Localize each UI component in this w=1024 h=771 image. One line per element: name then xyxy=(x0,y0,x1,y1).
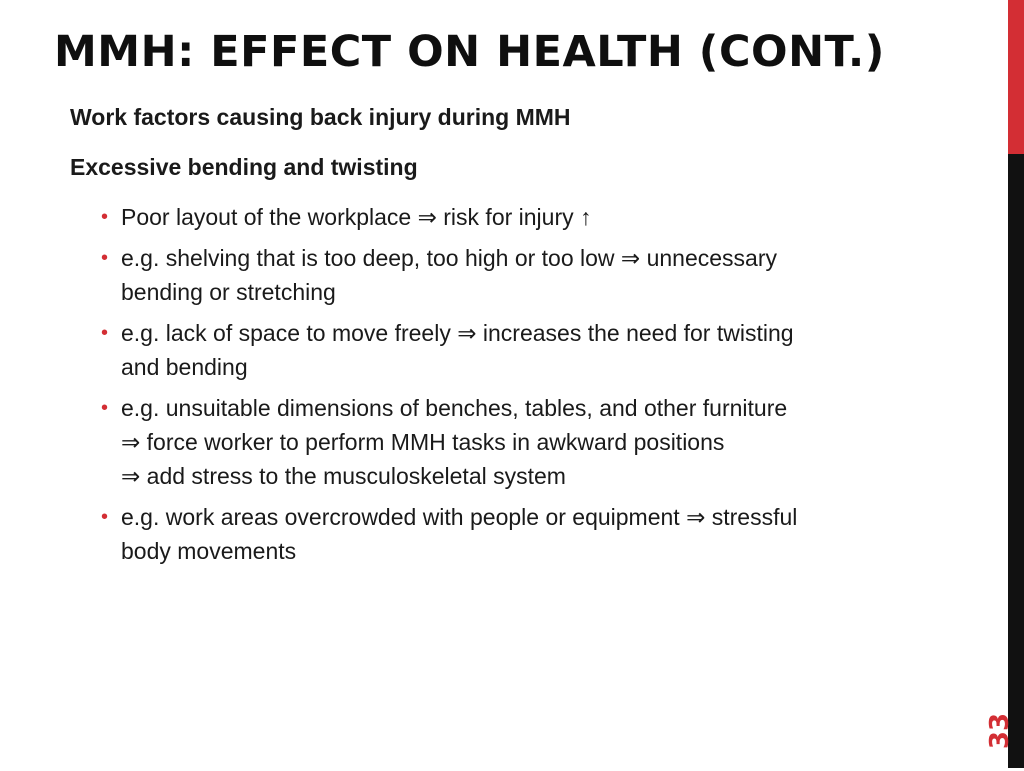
bullet-line: bending or stretching xyxy=(121,279,336,305)
section-subheading: Excessive bending and twisting xyxy=(70,154,418,180)
bullet-line: • e.g. shelving that is too deep, too high or too low ⇒ unnecessary xyxy=(121,245,778,271)
section-heading: Work factors causing back injury during MMH xyxy=(70,104,571,130)
bullet-line: ⇒ add stress to the musculoskeletal system xyxy=(121,463,566,489)
bullet-item xyxy=(100,500,980,568)
bullet-line: ⇒ force worker to perform MMH tasks in awkward positions xyxy=(121,429,725,455)
bullet-line: • e.g. work areas overcrowded with people or equipment ⇒ stressful xyxy=(121,504,798,530)
bullet-list xyxy=(100,200,980,575)
sidebar-dark-bar xyxy=(1008,154,1024,768)
bullet-item xyxy=(100,200,980,234)
slide-title: MMH: EFFECT ON HEALTH (CONT.) xyxy=(54,27,885,77)
page-number: 33 xyxy=(985,712,1015,750)
bullet-line: body movements xyxy=(121,538,297,564)
bullet-item xyxy=(100,391,980,493)
bullet-line: and bending xyxy=(121,354,248,380)
bullet-item xyxy=(100,316,980,384)
bullet-line: • e.g. lack of space to move freely ⇒ increases the need for twisting xyxy=(121,320,794,346)
bullet-line: • Poor layout of the workplace ⇒ risk for injury ↑ xyxy=(121,204,592,230)
bullet-line: • e.g. unsuitable dimensions of benches, tables, and other furniture xyxy=(121,395,788,421)
bullet-item xyxy=(100,241,980,309)
sidebar-accent-bar xyxy=(1008,0,1024,154)
